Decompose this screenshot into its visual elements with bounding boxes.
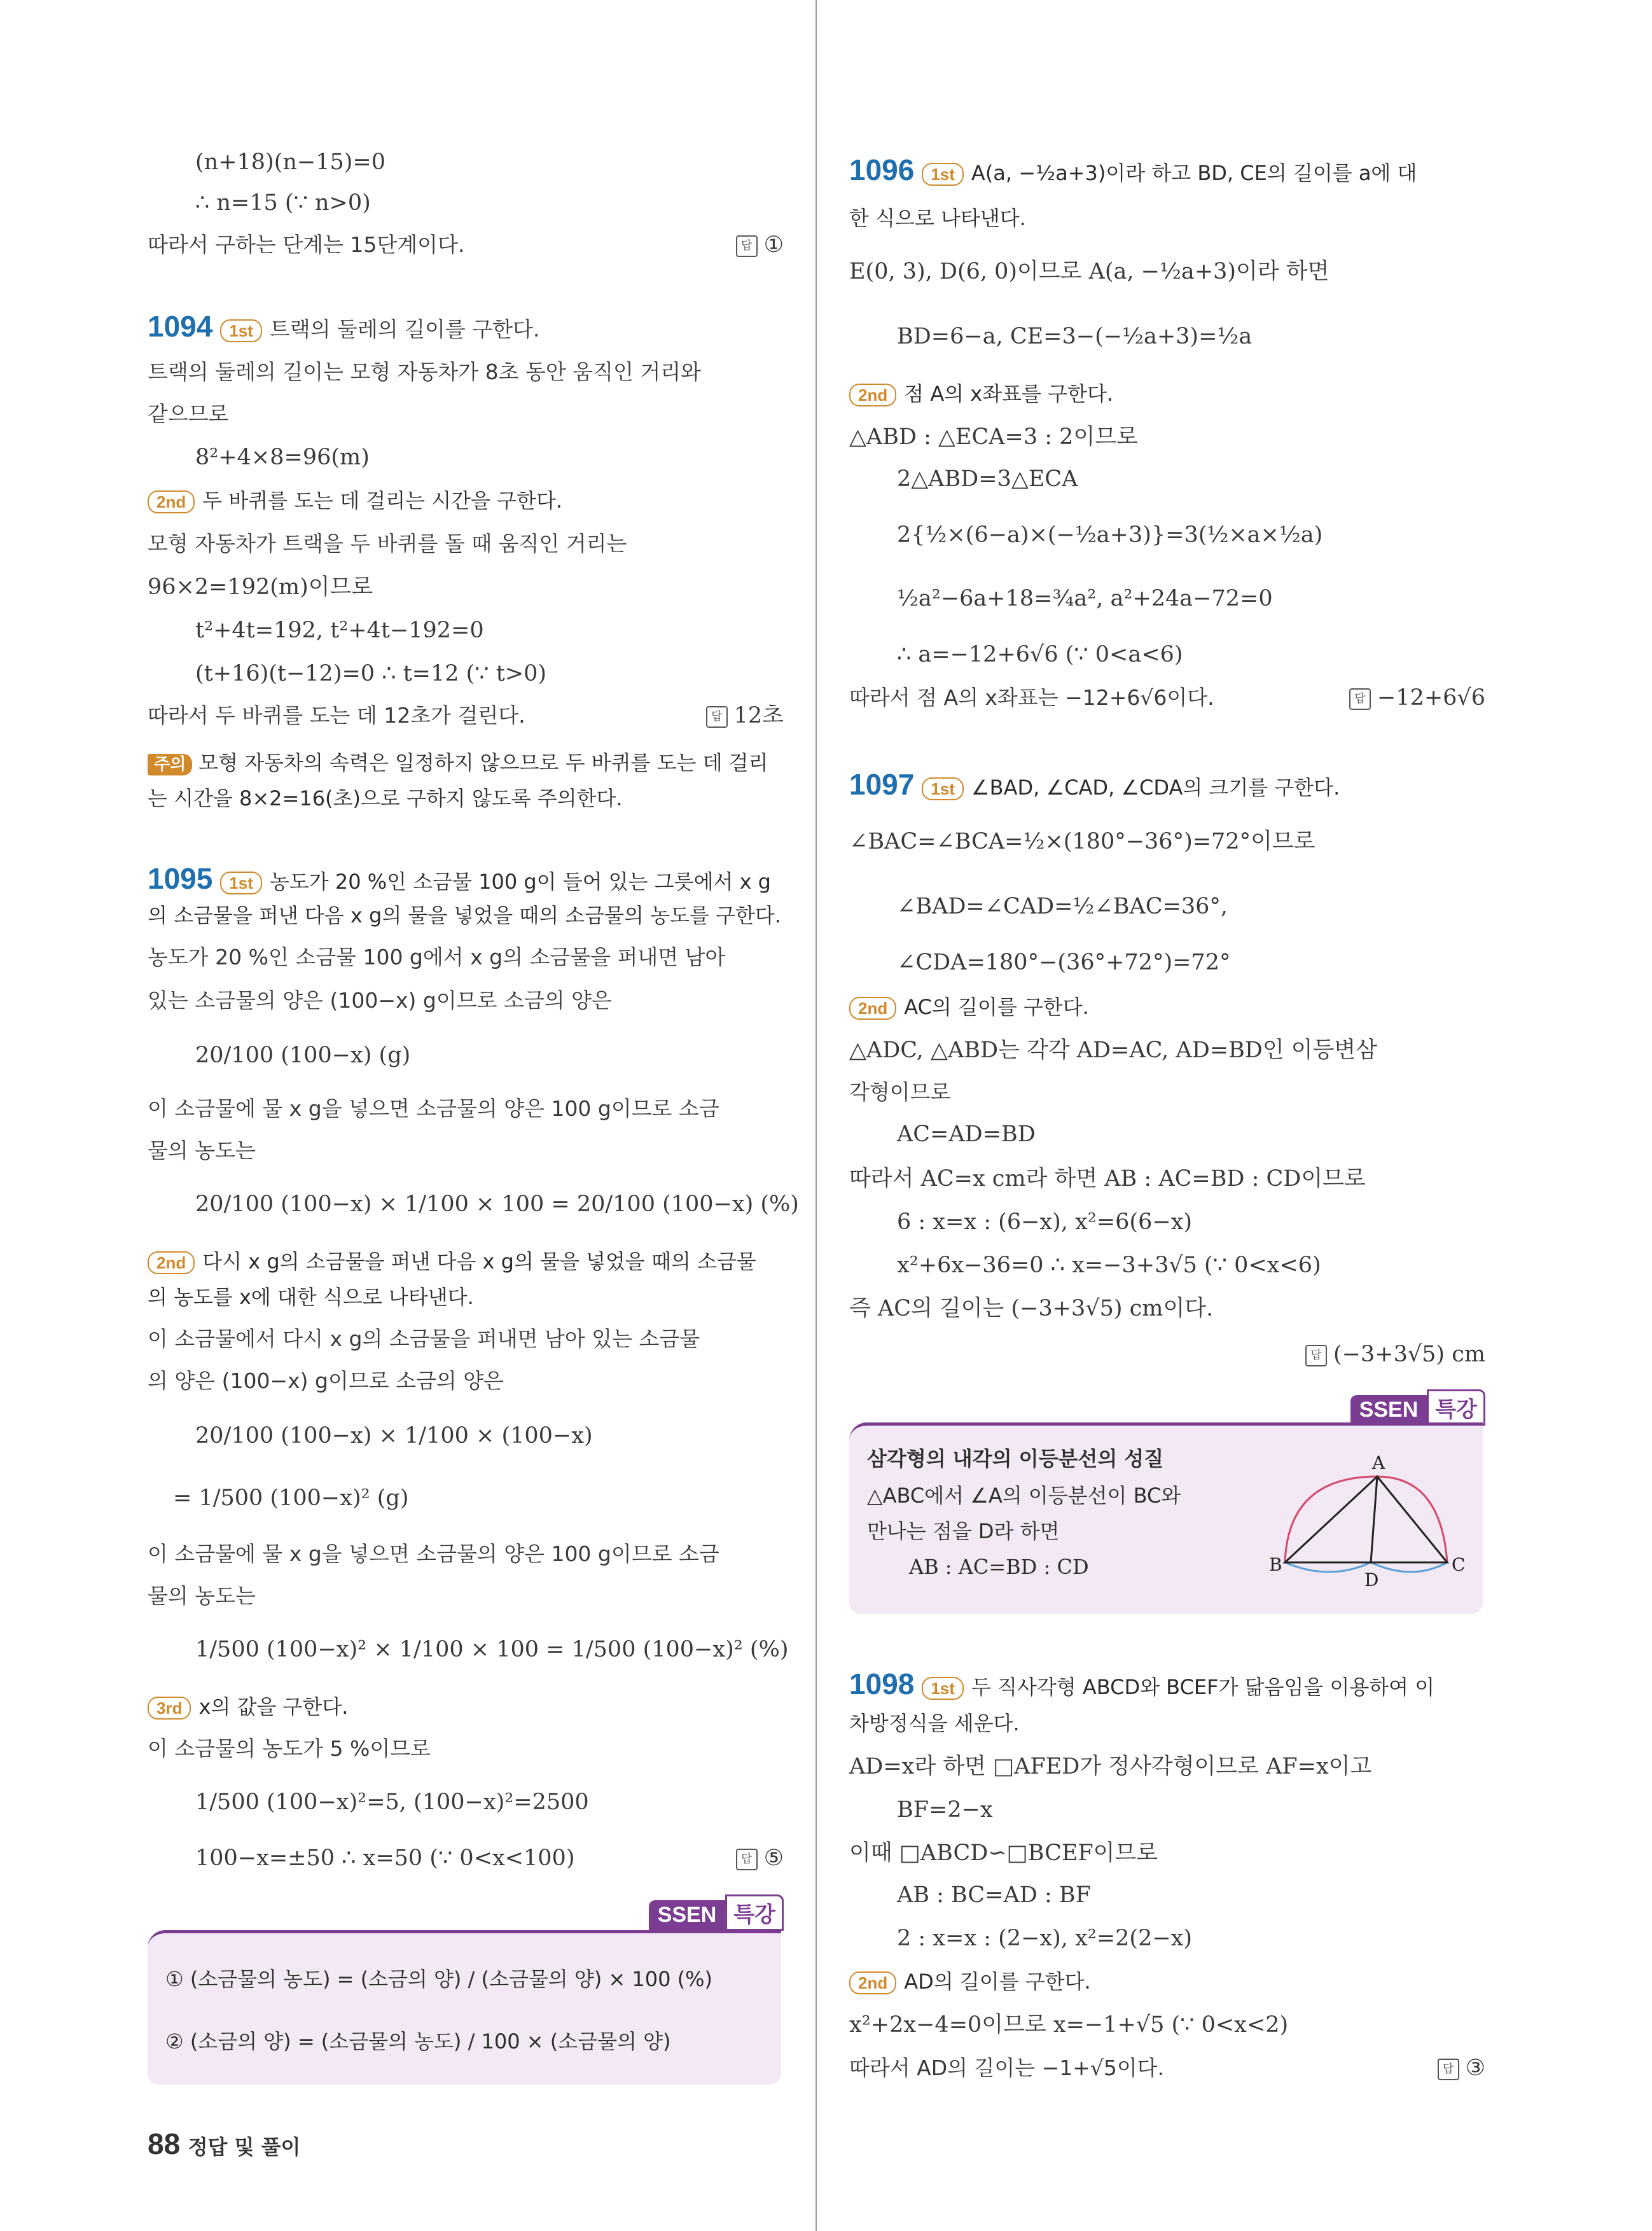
solution-line: 이 소금물에 물 x g을 넣으면 소금물의 양은 100 g이므로 소금 xyxy=(148,1541,719,1566)
note-line: 는 시간을 8×2=16(초)으로 구하지 않도록 주의한다. xyxy=(148,786,623,810)
answer: 답 12초 xyxy=(706,701,784,730)
solution-line: △ABD : △ECA=3 : 2이므로 xyxy=(849,424,1138,450)
step-line: 2nd 두 바퀴를 도는 데 걸리는 시간을 구한다. xyxy=(148,486,562,515)
problem-number: 1094 xyxy=(148,310,213,343)
solution-line: 물의 농도는 xyxy=(148,1138,256,1163)
solution-line: 100−x=±50 ∴ x=50 (∵ 0<x<100) xyxy=(195,1845,575,1871)
solution-line: 따라서 두 바퀴를 도는 데 12초가 걸린다. xyxy=(148,703,525,728)
solution-line: t²+4t=192, t²+4t−192=0 xyxy=(195,618,484,643)
step-line: 2nd AC의 길이를 구한다. xyxy=(849,992,1089,1022)
solution-line: ∠BAC=∠BCA=½×(180°−36°)=72°이므로 xyxy=(849,829,1315,854)
label-a: A xyxy=(1372,1452,1385,1473)
answer: 답 (−3+3√5) cm xyxy=(1305,1340,1485,1369)
page-footer xyxy=(148,2127,300,2161)
solution-line: 따라서 AD의 길이는 −1+√5이다. xyxy=(849,2055,1165,2080)
solution-line: BD=6−a, CE=3−(−½a+3)=½a xyxy=(897,324,1253,349)
step-badge: 3rd xyxy=(148,1697,191,1720)
solution-line: 6 : x=x : (6−x), x²=6(6−x) xyxy=(897,1209,1193,1235)
answer-mark-icon: 답 xyxy=(736,235,758,257)
solution-line: 따라서 점 A의 x좌표는 −12+6√6이다. xyxy=(849,685,1214,710)
solution-line: ∠BAD=∠CAD=½∠BAC=36°, xyxy=(897,894,1228,919)
step-badge: 2nd xyxy=(148,1251,195,1274)
solution-line: 2△ABD=3△ECA xyxy=(897,466,1078,492)
solution-line: (n+18)(n−15)=0 xyxy=(195,149,386,175)
answer: 답 ① xyxy=(736,230,784,260)
solution-line: 1/500 (100−x)² × 1/100 × 100 = 1/500 (100−x)² (%) xyxy=(195,1637,789,1662)
ssen-tab: SSEN 특강 xyxy=(1350,1389,1485,1426)
box-line: ② (소금의 양) = (소금물의 농도) / 100 × (소금물의 양) xyxy=(165,2029,671,2054)
step-line: 2nd 다시 x g의 소금물을 퍼낸 다음 x g의 물을 넣었을 때의 소금물 xyxy=(148,1247,756,1276)
label-c: C xyxy=(1452,1554,1466,1575)
solution-line: 20/100 (100−x) × 1/100 × 100 = 20/100 (100−x) (%) xyxy=(195,1192,799,1217)
solution-line: AB : BC=AD : BF xyxy=(897,1882,1091,1908)
step-badge: 1st xyxy=(922,777,964,800)
footer-label: 정답 및 풀이 xyxy=(188,2135,301,2159)
problem-1096-header: 1096 1st A(a, −½a+3)이라 하고 BD, CE의 길이를 a에 대 xyxy=(849,153,1417,186)
page-number: 88 xyxy=(148,2127,181,2160)
solution-line: x²+2x−4=0이므로 x=−1+√5 (∵ 0<x<2) xyxy=(849,2012,1289,2038)
answer-mark-icon: 답 xyxy=(1305,1345,1327,1366)
step-badge: 1st xyxy=(220,319,262,342)
problem-number: 1095 xyxy=(148,862,213,895)
step-line: 한 식으로 나타낸다. xyxy=(849,206,1026,230)
step-badge: 1st xyxy=(922,1677,964,1700)
step-line: 차방정식을 세운다. xyxy=(849,1711,1020,1735)
solution-line: = 1/500 (100−x)² (g) xyxy=(173,1485,409,1511)
triangle-abc xyxy=(1285,1477,1447,1562)
solution-line: BF=2−x xyxy=(897,1797,993,1823)
step-badge: 2nd xyxy=(849,997,896,1020)
step-line: 2nd AD의 길이를 구한다. xyxy=(849,1967,1091,1996)
step-line: 3rd x의 값을 구한다. xyxy=(148,1692,348,1721)
problem-number: 1096 xyxy=(849,153,915,186)
solution-line: 이 소금물에 물 x g을 넣으면 소금물의 양은 100 g이므로 소금 xyxy=(148,1096,719,1121)
ssen-box xyxy=(148,1930,781,2085)
label-b: B xyxy=(1269,1554,1282,1575)
problem-1094-header: 1094 1st 트랙의 둘레의 길이를 구한다. xyxy=(148,310,540,343)
answer: 답 ⑤ xyxy=(736,1844,784,1873)
solution-line: △ADC, △ABD는 각각 AD=AC, AD=BD인 이등변삼 xyxy=(849,1038,1378,1063)
solution-line: 20/100 (100−x) (g) xyxy=(195,1043,411,1068)
solution-line: 따라서 구하는 단계는 15단계이다. xyxy=(148,232,465,257)
solution-line: (t+16)(t−12)=0 ∴ t=12 (∵ t>0) xyxy=(195,661,547,686)
box-title: 삼각형의 내각의 이등분선의 성질 xyxy=(867,1447,1164,1471)
solution-line: 8²+4×8=96(m) xyxy=(195,445,370,470)
box-line: 만나는 점을 D라 하면 xyxy=(867,1519,1060,1543)
solution-line: 트랙의 둘레의 길이는 모형 자동차가 8초 동안 움직인 거리와 xyxy=(148,359,701,384)
step-badge: 2nd xyxy=(849,384,896,407)
problem-1098-header: 1098 1st 두 직사각형 ABCD와 BCEF가 닮음임을 이용하여 이 xyxy=(849,1667,1435,1700)
solution-line: 따라서 AC=x cm라 하면 AB : AC=BD : CD이므로 xyxy=(849,1166,1366,1192)
solution-line: 이 소금물의 농도가 5 %이므로 xyxy=(148,1736,431,1761)
answer: 답 ③ xyxy=(1438,2054,1485,2083)
solution-line: 있는 소금물의 양은 (100−x) g이므로 소금의 양은 xyxy=(148,988,612,1013)
solution-line: x²+6x−36=0 ∴ x=−3+3√5 (∵ 0<x<6) xyxy=(897,1253,1321,1278)
solution-line: 물의 농도는 xyxy=(148,1583,256,1608)
solution-line: AD=x라 하면 □AFED가 정사각형이므로 AF=x이고 xyxy=(849,1754,1372,1779)
caution-badge: 주의 xyxy=(148,754,192,775)
step-line: 의 농도를 x에 대한 식으로 나타낸다. xyxy=(148,1285,474,1309)
step-line: 의 소금물을 퍼낸 다음 x g의 물을 넣었을 때의 소금물의 농도를 구한다. xyxy=(148,903,781,928)
note-line: 주의 모형 자동차의 속력은 일정하지 않으므로 두 바퀴를 도는 데 걸리 xyxy=(148,748,768,777)
ssen-box xyxy=(849,1422,1483,1614)
answer-mark-icon: 답 xyxy=(1349,688,1371,710)
bisector-ad xyxy=(1371,1477,1377,1562)
step-line: 2nd 점 A의 x좌표를 구한다. xyxy=(849,379,1113,408)
box-line: △ABC에서 ∠A의 이등분선이 BC와 xyxy=(867,1484,1181,1508)
solution-line: 96×2=192(m)이므로 xyxy=(148,574,373,600)
solution-line: ∴ n=15 (∵ n>0) xyxy=(195,190,371,216)
solution-line: 1/500 (100−x)²=5, (100−x)²=2500 xyxy=(195,1790,589,1815)
solution-line: 즉 AC의 길이는 (−3+3√5) cm이다. xyxy=(849,1296,1214,1321)
step-badge: 1st xyxy=(220,872,262,894)
step-badge: 2nd xyxy=(849,1971,896,1994)
solution-line: 이 소금물에서 다시 x g의 소금물을 퍼내면 남아 있는 소금물 xyxy=(148,1326,700,1351)
box-line: ① (소금물의 농도) = (소금의 양) / (소금물의 양) × 100 (%) xyxy=(165,1967,713,1991)
solution-line: AC=AD=BD xyxy=(897,1122,1036,1147)
solution-line: 각형이므로 xyxy=(849,1080,951,1104)
answer-mark-icon: 답 xyxy=(1438,2059,1459,2080)
step-badge: 2nd xyxy=(148,490,195,513)
box-line: AB : AC=BD : CD xyxy=(909,1555,1089,1579)
problem-number: 1098 xyxy=(849,1667,915,1700)
solution-line: ½a²−6a+18=¾a², a²+24a−72=0 xyxy=(897,586,1273,611)
angle-bisector-figure xyxy=(1269,1451,1473,1591)
problem-number: 1097 xyxy=(849,768,915,801)
step-badge: 1st xyxy=(922,163,964,186)
arc-dc xyxy=(1371,1562,1447,1572)
label-d: D xyxy=(1364,1569,1379,1590)
problem-1097-header: 1097 1st ∠BAD, ∠CAD, ∠CDA의 크기를 구한다. xyxy=(849,768,1340,801)
answer-mark-icon: 답 xyxy=(706,706,728,728)
solution-line: 2 : x=x : (2−x), x²=2(2−x) xyxy=(897,1926,1193,1951)
arc-bd xyxy=(1285,1562,1371,1572)
solution-line: 2{½×(6−a)×(−½a+3)}=3(½×a×½a) xyxy=(897,522,1323,548)
solution-line: 이때 □ABCD∽□BCEF이므로 xyxy=(849,1840,1158,1866)
answer: 답 −12+6√6 xyxy=(1349,683,1485,712)
problem-1095-header: 1095 1st 농도가 20 %인 소금물 100 g이 들어 있는 그릇에서 x g xyxy=(148,862,771,895)
answer-mark-icon: 답 xyxy=(736,1849,758,1870)
column-divider xyxy=(816,0,817,2231)
solution-line: 같으므로 xyxy=(148,401,229,426)
solution-line: 농도가 20 %인 소금물 100 g에서 x g의 소금물을 퍼내면 남아 xyxy=(148,945,726,970)
solution-line: E(0, 3), D(6, 0)이므로 A(a, −½a+3)이라 하면 xyxy=(849,259,1329,284)
solution-line: ∴ a=−12+6√6 (∵ 0<a<6) xyxy=(897,642,1183,667)
solution-line: 모형 자동차가 트랙을 두 바퀴를 돌 때 움직인 거리는 xyxy=(148,531,627,556)
solution-line: ∠CDA=180°−(36°+72°)=72° xyxy=(897,950,1231,975)
solution-line: 의 양은 (100−x) g이므로 소금의 양은 xyxy=(148,1368,504,1393)
ssen-tab: SSEN 특강 xyxy=(649,1894,784,1931)
solution-line: 20/100 (100−x) × 1/100 × (100−x) xyxy=(195,1423,593,1449)
